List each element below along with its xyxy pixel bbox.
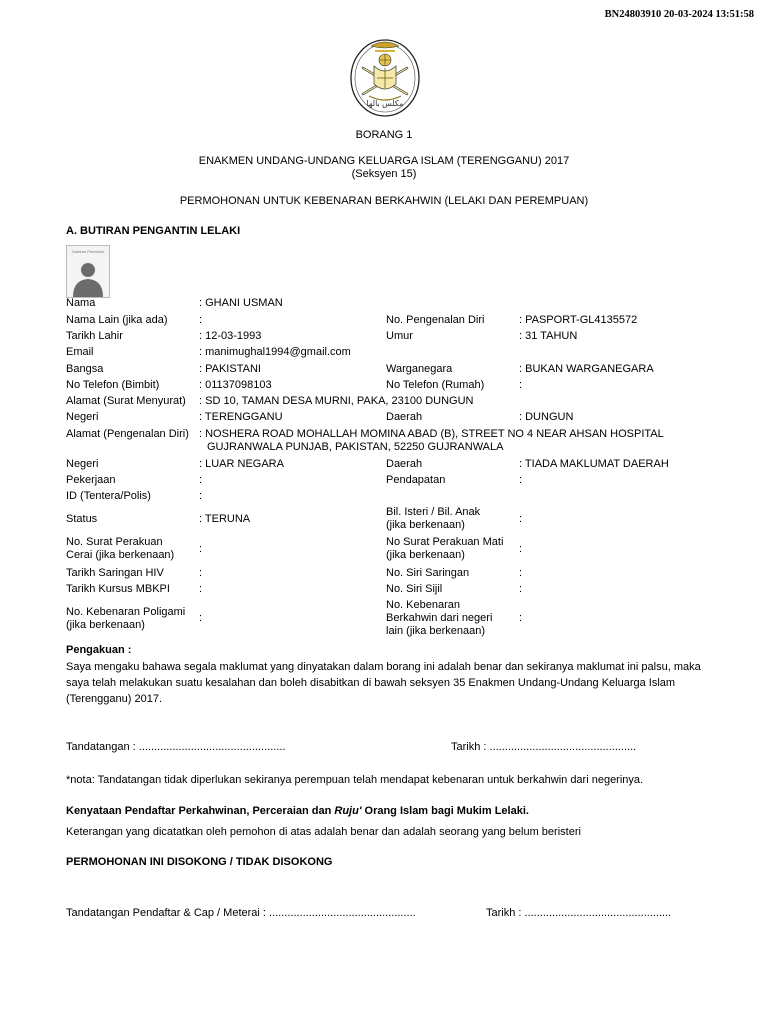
field-value: : TERENGGANU bbox=[199, 411, 283, 423]
field-label: No. Kebenaran Poligami bbox=[66, 606, 186, 618]
field-label: No. Pengenalan Diri bbox=[386, 314, 485, 326]
field-value: : 01137098103 bbox=[199, 379, 272, 391]
field-label: No. Siri Sijil bbox=[386, 583, 443, 595]
field-label: Warganegara bbox=[386, 363, 453, 375]
form-number: BORANG 1 bbox=[355, 129, 413, 141]
form-title: PERMOHONAN UNTUK KEBENARAN BERKAHWIN (LELAKI DAN PEREMPUAN) bbox=[179, 195, 589, 207]
section-a-title: A. BUTIRAN PENGANTIN LELAKI bbox=[66, 225, 241, 237]
field-label: Tarikh Lahir bbox=[66, 330, 123, 342]
field-label: Tarikh Kursus MBKPI bbox=[66, 583, 170, 595]
field-label: Umur bbox=[386, 330, 413, 342]
field-value: : BUKAN WARGANEGARA bbox=[519, 363, 654, 375]
field-label: Alamat (Pengenalan Diri) bbox=[66, 428, 189, 440]
applicant-photo bbox=[66, 245, 110, 298]
field-value: : PASPORT-GL4135572 bbox=[519, 314, 638, 326]
registrar-statement: Keterangan yang dicatatkan oleh pemohon di atas adalah benar dan adalah seorang yang belum beristeri bbox=[66, 826, 581, 838]
field-value: : manimughal1994@gmail.com bbox=[199, 346, 351, 358]
field-value: : SD 10, TAMAN DESA MURNI, PAKA, 23100 DUNGUN bbox=[199, 395, 474, 407]
signature-note: *nota: Tandatangan tidak diperlukan sekiranya perempuan telah mendapat kebenaran untuk berkahwin dari negerinya. bbox=[66, 774, 644, 786]
support-status: PERMOHONAN INI DISOKONG / TIDAK DISOKONG bbox=[66, 856, 333, 868]
declaration-title: Pengakuan : bbox=[66, 644, 132, 656]
field-label: No. Kebenaran bbox=[386, 599, 460, 611]
registrar-statement-title bbox=[66, 803, 706, 819]
field-label: ID (Tentera/Polis) bbox=[66, 490, 151, 502]
field-label: Berkahwin dari negeri bbox=[386, 612, 493, 624]
enactment-title: ENAKMEN UNDANG-UNDANG KELUARGA ISLAM (TERENGGANU) 2017 bbox=[198, 155, 570, 167]
enactment-section: (Seksyen 15) bbox=[351, 168, 417, 180]
field-value: : TERUNA bbox=[199, 513, 251, 525]
field-label: No Surat Perakuan Mati bbox=[386, 536, 504, 548]
field-value: : bbox=[519, 612, 523, 624]
field-label: Status bbox=[66, 513, 98, 525]
field-value: : bbox=[199, 583, 203, 595]
field-label: Negeri bbox=[66, 458, 99, 470]
field-label: No. Siri Saringan bbox=[386, 567, 470, 579]
field-value: : DUNGUN bbox=[519, 411, 574, 423]
field-value: : bbox=[199, 490, 203, 502]
field-value: : bbox=[199, 612, 203, 624]
declaration-text: Saya mengaku bahawa segala maklumat yang dinyatakan dalam borang ini adalah benar dan sekiranya maklumat ini palsu, maka saya telah melakukan suatu kesalahan dan boleh disabitkan di bawah seksyen 35 Enakmen Undang-Undang Keluarga Islam (Terengganu) 2017. bbox=[66, 661, 701, 705]
registrar-signature-line: Tandatangan Pendaftar & Cap / Meterai : ................................................ bbox=[66, 907, 416, 919]
document-reference: BN24803910 20-03-2024 13:51:58 bbox=[604, 9, 754, 20]
field-label: No Telefon (Rumah) bbox=[386, 379, 485, 391]
field-value: : bbox=[519, 513, 523, 525]
field-value: : TIADA MAKLUMAT DAERAH bbox=[519, 458, 669, 470]
field-value: : bbox=[519, 474, 523, 486]
person-silhouette-icon bbox=[67, 246, 109, 297]
field-label: lain (jika berkenaan) bbox=[386, 625, 486, 637]
field-value: : bbox=[199, 543, 203, 555]
field-value: : bbox=[199, 567, 203, 579]
field-label: Email bbox=[66, 346, 94, 358]
field-label: Bil. Isteri / Bil. Anak bbox=[386, 506, 481, 518]
applicant-signature-line: Tandatangan : ................................................ bbox=[66, 741, 286, 753]
field-value: : 31 TAHUN bbox=[519, 330, 578, 342]
field-value: : bbox=[519, 379, 523, 391]
field-label: Daerah bbox=[386, 411, 423, 423]
field-value: : NOSHERA ROAD MOHALLAH MOMINA ABAD (B), STREET NO 4 NEAR AHSAN HOSPITAL bbox=[199, 428, 664, 440]
applicant-date-line: Tarikh : ................................................ bbox=[451, 741, 637, 753]
registrar-date-line: Tarikh : ................................................ bbox=[486, 907, 672, 919]
field-value: : GHANI USMAN bbox=[199, 297, 283, 309]
field-label: (jika berkenaan) bbox=[386, 549, 465, 561]
field-label: Bangsa bbox=[66, 363, 104, 375]
photo-label: Gambar Pemohon bbox=[71, 249, 105, 254]
field-label: No Telefon (Bimbit) bbox=[66, 379, 160, 391]
field-label: (jika berkenaan) bbox=[66, 619, 145, 631]
field-value: : bbox=[199, 474, 203, 486]
field-value: : LUAR NEGARA bbox=[199, 458, 284, 470]
field-value: : 12-03-1993 bbox=[199, 330, 262, 342]
field-value: : bbox=[519, 543, 523, 555]
field-label: Pendapatan bbox=[386, 474, 446, 486]
field-label: Daerah bbox=[386, 458, 423, 470]
registrar-title-part: Kenyataan Pendaftar Perkahwinan, Perceraian dan bbox=[66, 805, 335, 817]
field-value: : PAKISTANI bbox=[199, 363, 261, 375]
registrar-title-italic: Ruju' bbox=[334, 805, 362, 817]
field-label: (jika berkenaan) bbox=[386, 519, 465, 531]
registrar-title-part: Orang Islam bagi Mukim Lelaki. bbox=[361, 805, 529, 817]
field-label: Nama bbox=[66, 297, 96, 309]
field-label: Nama Lain (jika ada) bbox=[66, 314, 168, 326]
field-value: : bbox=[199, 314, 203, 326]
crest-motto: مکلس بالها bbox=[366, 99, 404, 108]
field-label: Negeri bbox=[66, 411, 99, 423]
field-value: : bbox=[519, 567, 523, 579]
field-label: No. Surat Perakuan bbox=[66, 536, 163, 548]
field-label: Cerai (jika berkenaan) bbox=[66, 549, 175, 561]
field-value: : bbox=[519, 583, 523, 595]
field-label: Tarikh Saringan HIV bbox=[66, 567, 164, 579]
field-value: GUJRANWALA PUNJAB, PAKISTAN, 52250 GUJRANWALA bbox=[207, 441, 504, 453]
field-label: Alamat (Surat Menyurat) bbox=[66, 395, 186, 407]
field-label: Pekerjaan bbox=[66, 474, 116, 486]
